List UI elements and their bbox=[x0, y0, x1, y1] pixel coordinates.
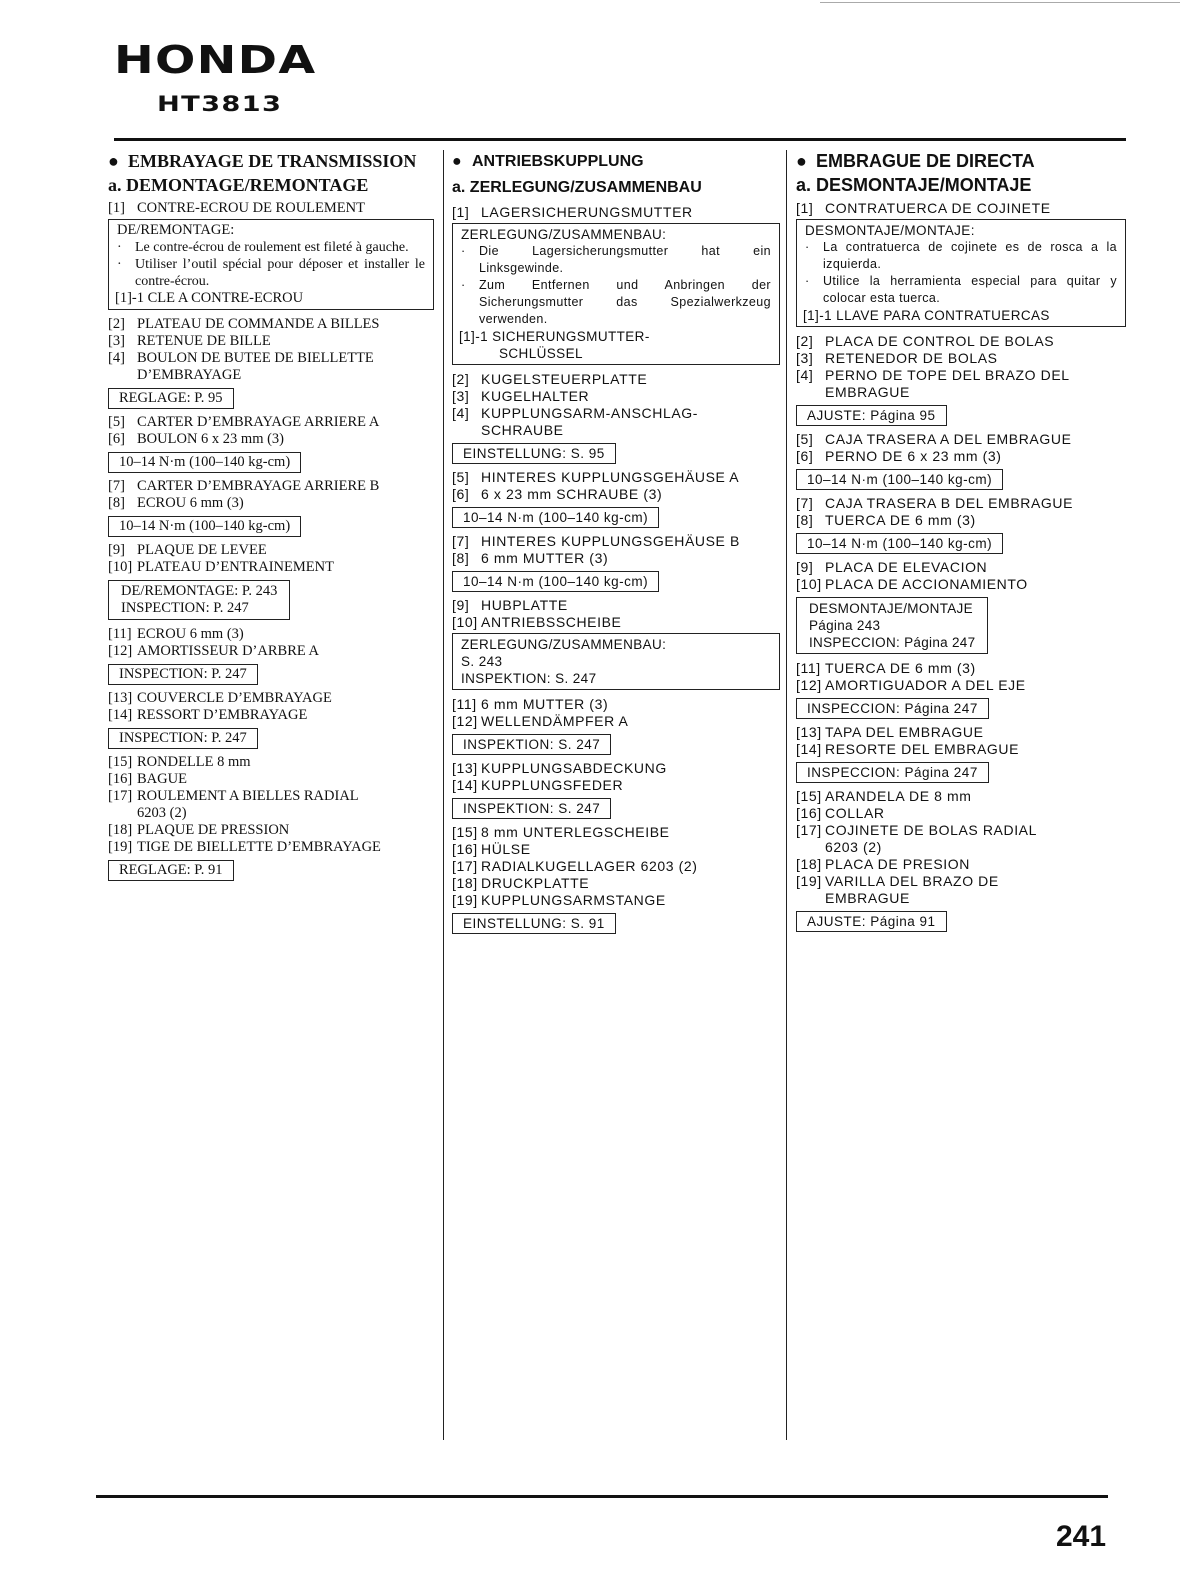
note-box: ZERLEGUNG/ZUSAMMENBAU: · Die Lagersicherungsmutter hat ein Linksgewinde. · Zum Entfernen und Anbringen der Sicherungsmutter das Spezialwerkzeug verwenden. [1]-1 SICHERUNGSMUTTER- SCHLÜSSEL bbox=[452, 223, 780, 365]
list-item: [5] HINTERES KUPPLUNGSGEHÄUSE A bbox=[452, 469, 740, 485]
reference-box: REGLAGE: P. 91 bbox=[108, 860, 234, 881]
list-item: [15] 8 mm UNTERLEGSCHEIBE bbox=[452, 824, 670, 840]
list-item: [19] VARILLA DEL BRAZO DE bbox=[796, 873, 999, 889]
list-item: [3] RETENUE DE BILLE bbox=[108, 333, 271, 349]
section-title: ● EMBRAGUE DE DIRECTA bbox=[796, 151, 1035, 171]
list-item: [4] BOULON DE BUTEE DE BIELLETTE bbox=[108, 350, 374, 366]
column-spanish bbox=[796, 150, 1126, 937]
list-item-continuation: 6203 (2) bbox=[137, 805, 187, 821]
reference-box: DE/REMONTAGE: P. 243 INSPECTION: P. 247 bbox=[108, 580, 290, 620]
list-item: [10] PLATEAU D’ENTRAINEMENT bbox=[108, 559, 334, 575]
reference-box: INSPEKTION: S. 247 bbox=[452, 734, 611, 755]
list-item: [12] WELLENDÄMPFER A bbox=[452, 713, 629, 729]
list-item: [8] TUERCA DE 6 mm (3) bbox=[796, 512, 976, 528]
list-item: [2] PLACA DE CONTROL DE BOLAS bbox=[796, 333, 1055, 349]
reference-box: ZERLEGUNG/ZUSAMMENBAU: S. 243 INSPEKTION: S. 247 bbox=[452, 633, 780, 690]
torque-box: 10–14 N·m (100–140 kg-cm) bbox=[796, 533, 1003, 554]
reference-box: INSPEKTION: S. 247 bbox=[452, 798, 611, 819]
model-name: HT3813 bbox=[157, 92, 283, 116]
list-item: [13] TAPA DEL EMBRAGUE bbox=[796, 724, 984, 740]
list-item: [11] TUERCA DE 6 mm (3) bbox=[796, 660, 976, 676]
list-item: [3] KUGELHALTER bbox=[452, 388, 590, 404]
column-divider-left bbox=[443, 150, 444, 1440]
list-item: [10] ANTRIEBSSCHEIBE bbox=[452, 614, 622, 630]
list-item: [13] KUPPLUNGSABDECKUNG bbox=[452, 760, 667, 776]
list-item: [17] RADIALKUGELLAGER 6203 (2) bbox=[452, 858, 698, 874]
reference-box: AJUSTE: Página 91 bbox=[796, 911, 947, 932]
list-item: [1] CONTRATUERCA DE COJINETE bbox=[796, 200, 1051, 216]
list-item: [12] AMORTISSEUR D’ARBRE A bbox=[108, 643, 320, 659]
list-item: [16] COLLAR bbox=[796, 805, 885, 821]
list-item: [10] PLACA DE ACCIONAMIENTO bbox=[796, 576, 1028, 592]
list-item: [3] RETENEDOR DE BOLAS bbox=[796, 350, 998, 366]
list-item: [2] PLATEAU DE COMMANDE A BILLES bbox=[108, 316, 380, 332]
top-edge-line bbox=[820, 2, 1180, 3]
list-item: [6] PERNO DE 6 x 23 mm (3) bbox=[796, 448, 1002, 464]
torque-box: 10–14 N·m (100–140 kg-cm) bbox=[108, 516, 301, 537]
list-item-continuation: SCHRAUBE bbox=[481, 422, 564, 438]
list-item: [17] COJINETE DE BOLAS RADIAL bbox=[796, 822, 1038, 838]
list-item: [1] CONTRE-ECROU DE ROULEMENT bbox=[108, 200, 365, 216]
list-item: [4] PERNO DE TOPE DEL BRAZO DEL bbox=[796, 367, 1070, 383]
list-item: [18] DRUCKPLATTE bbox=[452, 875, 590, 891]
reference-box: DESMONTAJE/MONTAJE Página 243 INSPECCION: Página 247 bbox=[796, 597, 988, 654]
list-item: [5] CAJA TRASERA A DEL EMBRAGUE bbox=[796, 431, 1072, 447]
footer-divider bbox=[96, 1495, 1108, 1498]
list-item: [1] LAGERSICHERUNGSMUTTER bbox=[452, 204, 693, 220]
page-number: 241 bbox=[1056, 1520, 1107, 1553]
torque-box: 10–14 N·m (100–140 kg-cm) bbox=[796, 469, 1003, 490]
list-item: [8] ECROU 6 mm (3) bbox=[108, 495, 244, 511]
reference-box: EINSTELLUNG: S. 91 bbox=[452, 913, 616, 934]
list-item: [11] 6 mm MUTTER (3) bbox=[452, 696, 609, 712]
list-item: [17] ROULEMENT A BIELLES RADIAL bbox=[108, 788, 359, 804]
list-item: [14] RESSORT D’EMBRAYAGE bbox=[108, 707, 308, 723]
section-title: ● ANTRIEBSKUPPLUNG bbox=[452, 153, 644, 170]
list-item: [4] KUPPLUNGSARM-ANSCHLAG- bbox=[452, 405, 699, 421]
list-item: [15] ARANDELA DE 8 mm bbox=[796, 788, 972, 804]
list-item: [7] CAJA TRASERA B DEL EMBRAGUE bbox=[796, 495, 1074, 511]
list-item-continuation: EMBRAGUE bbox=[825, 384, 910, 400]
section-subtitle: a. ZERLEGUNG/ZUSAMMENBAU bbox=[452, 179, 702, 196]
section-subtitle: a. DESMONTAJE/MONTAJE bbox=[796, 175, 1032, 195]
list-item: [18] PLAQUE DE PRESSION bbox=[108, 822, 290, 838]
list-item: [16] HÜLSE bbox=[452, 841, 531, 857]
list-item: [14] KUPPLUNGSFEDER bbox=[452, 777, 624, 793]
note-box: DESMONTAJE/MONTAJE: · La contratuerca de cojinete es de rosca a la izquierda. · Utilice la herramienta especial para quitar y colocar esta tuerca. [1]-1 LLAVE PARA CONTRATUERCAS bbox=[796, 219, 1126, 327]
list-item: [5] CARTER D’EMBRAYAGE ARRIERE A bbox=[108, 414, 380, 430]
list-item: [11] ECROU 6 mm (3) bbox=[108, 626, 244, 642]
list-item: [9] PLACA DE ELEVACION bbox=[796, 559, 988, 575]
list-item-continuation: 6203 (2) bbox=[825, 839, 882, 855]
list-item: [8] 6 mm MUTTER (3) bbox=[452, 550, 609, 566]
section-title: ● EMBRAYAGE DE TRANSMISSION bbox=[108, 151, 417, 171]
column-divider-right bbox=[786, 150, 787, 1440]
reference-box: EINSTELLUNG: S. 95 bbox=[452, 443, 616, 464]
reference-box: INSPECTION: P. 247 bbox=[108, 728, 258, 749]
column-french bbox=[108, 150, 434, 886]
list-item: [15] RONDELLE 8 mm bbox=[108, 754, 251, 770]
list-item-continuation: D’EMBRAYAGE bbox=[137, 367, 242, 383]
reference-box: INSPECCION: Página 247 bbox=[796, 698, 989, 719]
list-item: [12] AMORTIGUADOR A DEL EJE bbox=[796, 677, 1026, 693]
list-item: [19] TIGE DE BIELLETTE D’EMBRAYAGE bbox=[108, 839, 381, 855]
list-item: [13] COUVERCLE D’EMBRAYAGE bbox=[108, 690, 332, 706]
torque-box: 10–14 N·m (100–140 kg-cm) bbox=[108, 452, 301, 473]
list-item: [7] CARTER D’EMBRAYAGE ARRIERE B bbox=[108, 478, 380, 494]
reference-box: INSPECTION: P. 247 bbox=[108, 664, 258, 685]
section-subtitle: a. DEMONTAGE/REMONTAGE bbox=[108, 175, 369, 195]
reference-box: INSPECCION: Página 247 bbox=[796, 762, 989, 783]
list-item: [9] HUBPLATTE bbox=[452, 597, 568, 613]
list-item: [16] BAGUE bbox=[108, 771, 187, 787]
list-item: [9] PLAQUE DE LEVEE bbox=[108, 542, 267, 558]
note-box: DE/REMONTAGE: · Le contre-écrou de roulement est fileté à gauche. · Utiliser l’outil spécial pour déposer et installer le contre-écrou. [1]-1 CLE A CONTRE-ECROU bbox=[108, 219, 434, 310]
reference-box: REGLAGE: P. 95 bbox=[108, 388, 234, 409]
list-item: [6] BOULON 6 x 23 mm (3) bbox=[108, 431, 285, 447]
list-item: [14] RESORTE DEL EMBRAGUE bbox=[796, 741, 1020, 757]
list-item: [6] 6 x 23 mm SCHRAUBE (3) bbox=[452, 486, 663, 502]
reference-box: AJUSTE: Página 95 bbox=[796, 405, 947, 426]
list-item: [7] HINTERES KUPPLUNGSGEHÄUSE B bbox=[452, 533, 740, 549]
header-divider bbox=[114, 138, 1126, 141]
torque-box: 10–14 N·m (100–140 kg-cm) bbox=[452, 507, 659, 528]
list-item: [19] KUPPLUNGSARMSTANGE bbox=[452, 892, 666, 908]
list-item: [2] KUGELSTEUERPLATTE bbox=[452, 371, 648, 387]
brand-logo: HONDA bbox=[114, 38, 317, 82]
column-german bbox=[452, 150, 780, 939]
list-item: [18] PLACA DE PRESION bbox=[796, 856, 970, 872]
torque-box: 10–14 N·m (100–140 kg-cm) bbox=[452, 571, 659, 592]
list-item-continuation: EMBRAGUE bbox=[825, 890, 910, 906]
